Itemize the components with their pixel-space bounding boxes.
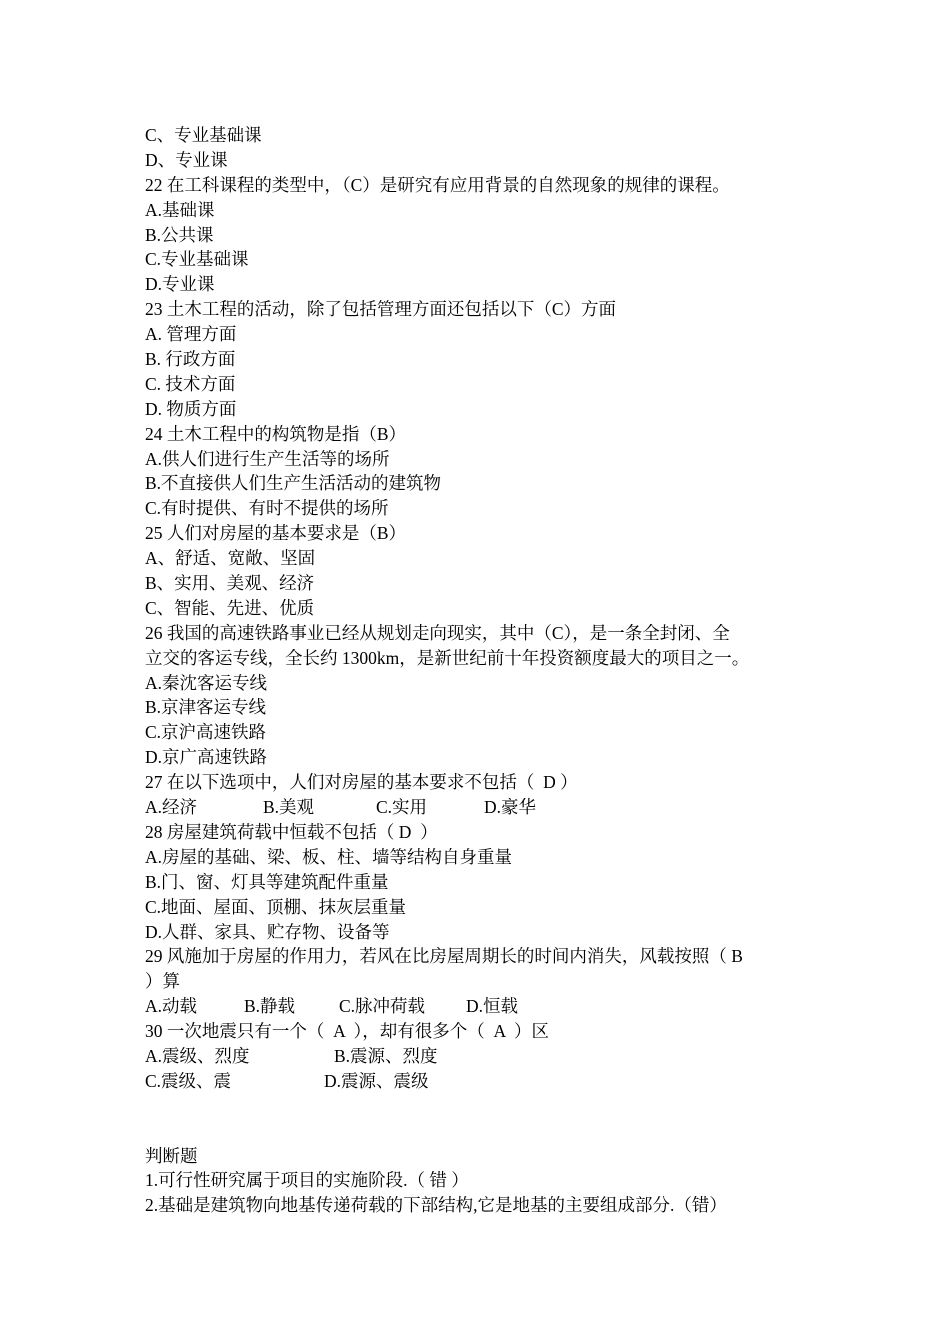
judgement-item-2: 2.基础是建筑物向地基传递荷载的下部结构,它是地基的主要组成部分.（错） xyxy=(145,1195,727,1216)
q29-stem-line-1: 29 风施加于房屋的作用力，若风在比房屋周期长的时间内消失，风载按照（ B xyxy=(145,946,743,967)
q22-option-b: B.公共课 xyxy=(145,224,214,245)
q26-option-d: D.京广高速铁路 xyxy=(145,747,268,768)
q24-option-c: C.有时提供、有时不提供的场所 xyxy=(145,498,389,519)
q29-option-b: B.静载 xyxy=(244,996,296,1017)
q25-option-c: C、智能、先进、优质 xyxy=(145,597,315,618)
q23-option-a: A. 管理方面 xyxy=(145,324,237,345)
q28-option-d: D.人群、家具、贮存物、设备等 xyxy=(145,921,390,942)
q29-options-row xyxy=(145,994,825,1019)
judgement-item-1: 1.可行性研究属于项目的实施阶段.（ 错 ） xyxy=(145,1170,469,1191)
q30-options-row-1 xyxy=(145,1044,825,1069)
q27-option-c: C.实用 xyxy=(376,797,428,818)
document-page xyxy=(145,123,825,1218)
q29-option-c: C.脉冲荷载 xyxy=(339,996,426,1017)
q28-option-a: A.房屋的基础、梁、板、柱、墙等结构自身重量 xyxy=(145,846,513,867)
q24-stem: 24 土木工程中的构筑物是指（B） xyxy=(145,423,407,444)
q27-stem: 27 在以下选项中，人们对房屋的基本要求不包括（ D ） xyxy=(145,772,578,793)
q30-option-c: C.震级、震 xyxy=(145,1070,232,1091)
q23-option-d: D. 物质方面 xyxy=(145,398,237,419)
q21-option-c: C、专业基础课 xyxy=(145,125,262,145)
q26-option-a: A.秦沈客运专线 xyxy=(145,672,268,693)
q21-option-d: D、专业课 xyxy=(145,149,228,170)
judgement-heading: 判断题 xyxy=(145,1145,198,1166)
q25-option-a: A、舒适、宽敞、坚固 xyxy=(145,548,316,569)
q29-stem-line-2: ）算 xyxy=(145,971,180,992)
q23-option-b: B. 行政方面 xyxy=(145,349,236,370)
q25-option-b: B、实用、美观、经济 xyxy=(145,573,315,594)
q23-option-c: C. 技术方面 xyxy=(145,373,236,394)
q30-options-row-2 xyxy=(145,1069,825,1094)
q25-stem: 25 人们对房屋的基本要求是（B） xyxy=(145,523,407,544)
q26-stem-line-1: 26 我国的高速铁路事业已经从规划走向现实，其中（C），是一条全封闭、全 xyxy=(145,622,730,643)
q29-option-a: A.动载 xyxy=(145,996,198,1017)
q30-stem: 30 一次地震只有一个（ A ），却有很多个（ A ）区 xyxy=(145,1021,549,1042)
q28-stem: 28 房屋建筑荷载中恒载不包括（ D ） xyxy=(145,821,438,842)
q27-option-a: A.经济 xyxy=(145,797,198,818)
q30-option-b: B.震源、烈度 xyxy=(334,1045,438,1066)
section-spacer xyxy=(145,1094,825,1144)
q28-option-c: C.地面、屋面、顶棚、抹灰层重量 xyxy=(145,896,407,917)
q27-option-d: D.豪华 xyxy=(484,797,537,818)
q30-option-d: D.震源、震级 xyxy=(324,1070,429,1091)
q29-option-d: D.恒载 xyxy=(466,996,519,1017)
q30-option-a: A.震级、烈度 xyxy=(145,1045,250,1066)
q22-option-a: A.基础课 xyxy=(145,199,215,220)
q26-stem-line-2: 立交的客运专线，全长约 1300km，是新世纪前十年投资额度最大的项目之一。 xyxy=(145,647,750,668)
q22-option-d: D.专业课 xyxy=(145,274,215,295)
q26-option-c: C.京沪高速铁路 xyxy=(145,722,267,743)
q27-options-row xyxy=(145,795,825,820)
q28-option-b: B.门、窗、灯具等建筑配件重量 xyxy=(145,871,389,892)
q26-option-b: B.京津客运专线 xyxy=(145,697,267,718)
q23-stem: 23 土木工程的活动，除了包括管理方面还包括以下（C）方面 xyxy=(145,299,617,320)
q27-option-b: B.美观 xyxy=(263,797,315,818)
q22-stem: 22 在工科课程的类型中，（C）是研究有应用背景的自然现象的规律的课程。 xyxy=(145,174,730,195)
q22-option-c: C.专业基础课 xyxy=(145,249,249,270)
q24-option-a: A.供人们进行生产生活等的场所 xyxy=(145,448,390,469)
q24-option-b: B.不直接供人们生产生活活动的建筑物 xyxy=(145,473,442,494)
